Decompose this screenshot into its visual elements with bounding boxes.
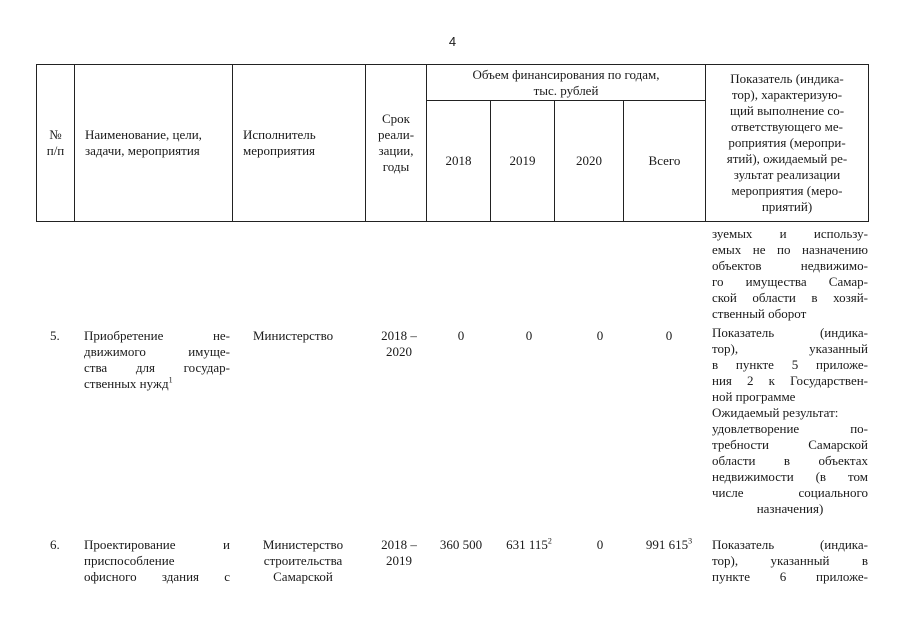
row6-total: 991 $615^3$ bbox=[645, 536, 693, 552]
row6-executor: Министерство строительства Самарской bbox=[262, 537, 344, 584]
header-term: Срок реали- зации, годы bbox=[366, 65, 427, 222]
row6-2018: 360 500 bbox=[439, 537, 483, 552]
table-header bbox=[36, 64, 869, 222]
header-2018: 2018 bbox=[427, 101, 491, 222]
row6-2019: 631 $115^2$ bbox=[506, 536, 552, 552]
row5-2018: 0 bbox=[457, 328, 465, 343]
header-executor: Исполнитель мероприятия bbox=[233, 65, 366, 222]
row5-2020: 0 bbox=[596, 328, 604, 343]
row5-term: 2018 – 2020 bbox=[381, 328, 417, 359]
row5-2019: 0 bbox=[525, 328, 533, 343]
header-indicator: Показатель (индика- тор), характеризую- щий выполнение со- ответствующего ме- роприятия (меропри- ятий), ожидаемый ре- зультат реализации мероприятия (меро- приятий) bbox=[706, 65, 869, 222]
header-2020: 2020 bbox=[555, 101, 624, 222]
row6-indicator: Показатель (индика- тор), указанный в пункте 6 приложе- bbox=[712, 537, 868, 584]
header-name: Наименование, цели, задачи, мероприятия bbox=[75, 65, 233, 222]
row6-2020: 0 bbox=[596, 537, 604, 552]
row6-term: 2018 – 2019 bbox=[381, 537, 417, 568]
row5-indicator: Показатель (индика- тор), указанный в пункте 5 приложе- ния 2 к Государствен- ной программе Ожидаемый результат: удовлетворение по- требности Самарской области в объектах недвижимости (в том числе социального назначения) bbox=[712, 325, 868, 516]
row6-num: 6. bbox=[50, 537, 60, 552]
header-2019: 2019 bbox=[491, 101, 555, 222]
header-funding: Объем финансирования по годам, тыс. рублей bbox=[427, 65, 706, 101]
row5-num: 5. bbox=[50, 328, 60, 343]
row5-total: 0 bbox=[665, 328, 673, 343]
header-num: № п/п bbox=[37, 65, 75, 222]
page-number: 4 bbox=[448, 34, 457, 49]
row6-name: Проектирование и приспособление офисного здания с bbox=[84, 537, 230, 584]
row5-name: Приобретение не- движимого имуще- ства для государ- ственных нужд$^1$ bbox=[84, 328, 230, 391]
header-total: Всего bbox=[624, 101, 706, 222]
indicator-carryover: зуемых и использу- емых не по назначению объектов недвижимо- го имущества Самар- ской области в хозяй- ственный оборот bbox=[712, 226, 868, 321]
row5-executor: Министерство bbox=[253, 328, 334, 343]
